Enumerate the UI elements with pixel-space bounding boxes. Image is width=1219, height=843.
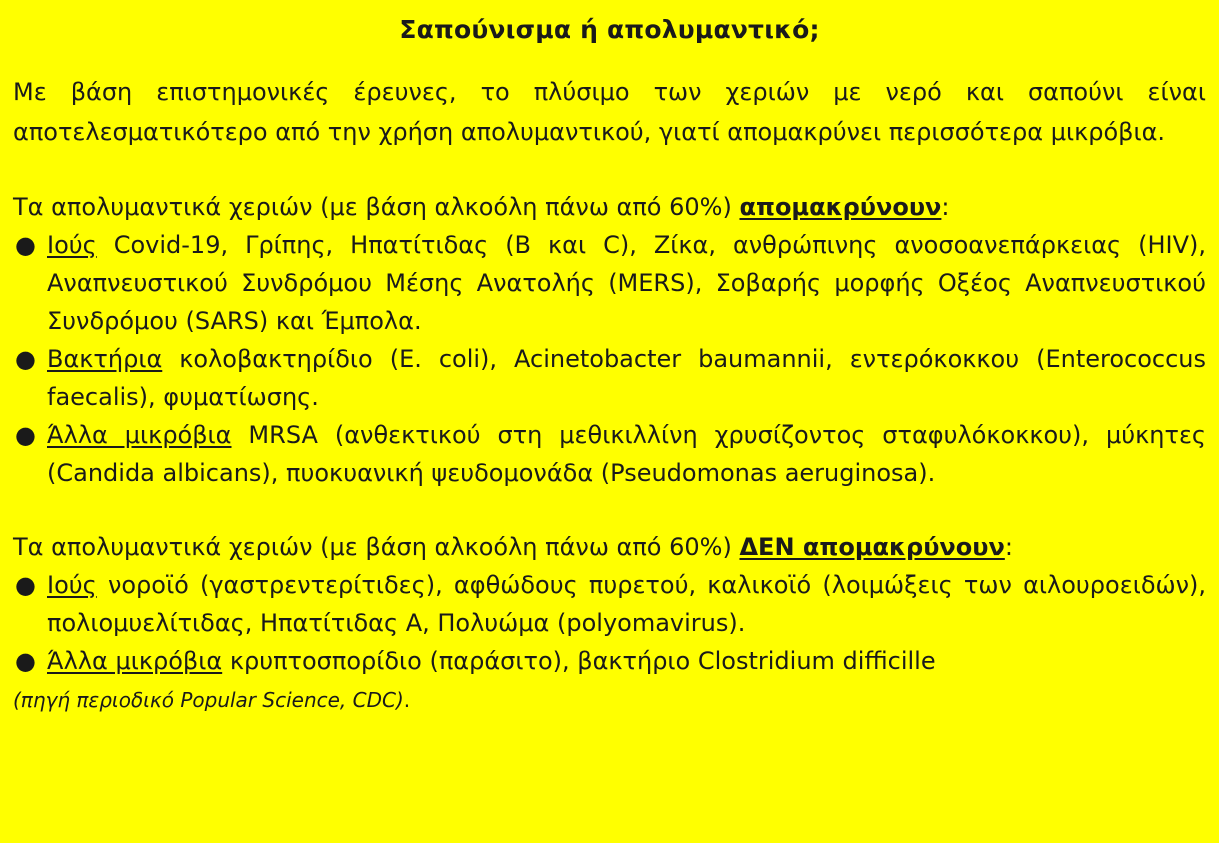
item-text: κολοβακτηρίδιο (E. coli), Acinetobacter baumannii, εντερόκοκκου (Enterococcus faecalis), φυματίωσης. <box>47 345 1206 411</box>
bullet-icon: ● <box>15 647 36 675</box>
removes-lead <box>13 188 1206 226</box>
removes-lead-text: Τα απολυμαντικά χεριών (με βάση αλκοόλη πάνω από 60%) <box>13 193 740 221</box>
not-removes-lead-end: : <box>1004 533 1013 561</box>
item-label: Άλλα μικρόβια <box>47 421 232 449</box>
intro-paragraph: Με βάση επιστημονικές έρευνες, το πλύσιμο των χεριών με νερό και σαπούνι είναι αποτελεσματικότερο από την χρήση απολυμαντικού, γιατί απομακρύνει περισσότερα μικρόβια. <box>13 78 1206 146</box>
item-label: Βακτήρια <box>47 345 163 373</box>
list-item <box>13 226 1206 340</box>
source-note <box>13 682 1206 718</box>
removes-lead-end: : <box>941 193 950 221</box>
removes-list <box>13 226 1206 492</box>
item-text: κρυπτοσπορίδιο (παράσιτο), βακτήριο Clostridium difficille <box>222 647 936 675</box>
source-end: . <box>403 688 411 712</box>
item-text: Covid-19, Γρίπης, Ηπατίτιδας (Β και C), Ζίκα, ανθρώπινης ανοσοανεπάρκειας (HIV), Αναπνευστικού Συνδρόμου Μέσης Ανατολής (MERS), Σοβαρής μορφής Οξέος Αναπνευστικού Συνδρόμου (SARS) και Έμπολα. <box>47 231 1206 335</box>
item-text: MRSA (ανθεκτικού στη μεθικιλλίνη χρυσίζοντος σταφυλόκοκκου), μύκητες (Candida albicans), πυοκυανική ψευδομονάδα (Pseudomonas aeruginosa). <box>47 421 1206 487</box>
list-item <box>13 642 1206 680</box>
item-label: Ιούς <box>47 571 97 599</box>
item-label: Ιούς <box>47 231 97 259</box>
list-item <box>13 340 1206 416</box>
source-text: (πηγή περιοδικό Popular Science, CDC) <box>13 688 404 712</box>
item-text: νοροϊό (γαστρεντερίτιδες), αφθώδους πυρετού, καλικοϊό (λοιμώξεις των αιλουροειδών), πολιομυελίτιδας, Ηπατίτιδας Α, Πολυώμα (polyomavirus). <box>47 571 1206 637</box>
bullet-icon: ● <box>15 421 36 449</box>
bullet-icon: ● <box>15 571 36 599</box>
list-item <box>13 416 1206 492</box>
spacer <box>13 152 1206 188</box>
document-title: Σαπούνισμα ή απολυμαντικό; <box>399 15 820 44</box>
removes-lead-emphasis: απομακρύνουν <box>739 193 942 221</box>
not-removes-lead-emphasis: ΔΕΝ απομακρύνουν <box>739 533 1005 561</box>
not-removes-lead <box>13 528 1206 566</box>
not-removes-lead-text: Τα απολυμαντικά χεριών (με βάση αλκοόλη πάνω από 60%) <box>13 533 740 561</box>
bullet-icon: ● <box>15 345 36 373</box>
spacer <box>13 492 1206 528</box>
bullet-icon: ● <box>15 231 36 259</box>
item-label: Άλλα μικρόβια <box>47 647 223 675</box>
list-item <box>13 566 1206 642</box>
not-removes-list <box>13 566 1206 680</box>
